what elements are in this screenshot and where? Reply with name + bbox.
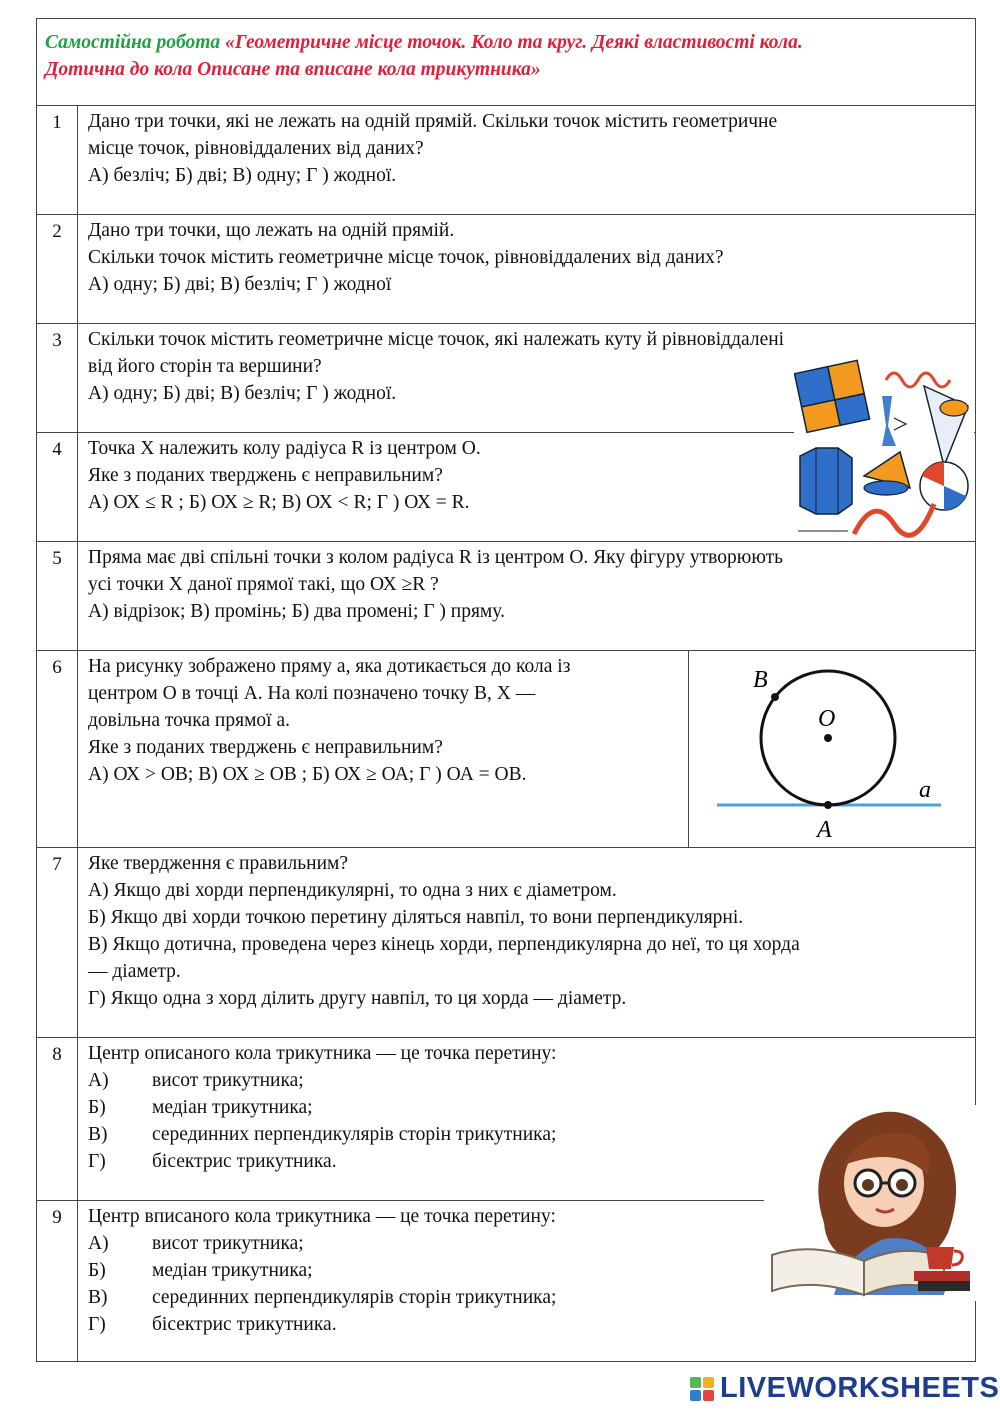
answer-options: А) ОХ ≤ R ; Б) ОХ ≥ R; В) ОХ < R; Г ) ОХ = R.	[88, 492, 470, 513]
liveworksheets-logo-icon	[690, 1377, 714, 1401]
geometry-clipart	[794, 356, 974, 539]
option-row	[88, 1067, 965, 1094]
option-text: висот трикутника;	[152, 1070, 304, 1091]
worksheet-title	[37, 19, 975, 106]
point-b	[771, 693, 779, 701]
answer-options: А) безліч; Б) дві; В) одну; Г ) жодної.	[88, 165, 397, 186]
question-line: центром О в точці А. На колі позначено точку В, Х —	[88, 683, 536, 704]
question-row-6	[37, 651, 975, 848]
question-number: 1	[37, 106, 78, 214]
question-line: Яке з поданих тверджень є неправильним?	[88, 465, 443, 486]
brand-name: LIVEWORKSHEETS	[720, 1372, 1000, 1404]
answer-options: А) одну; Б) дві; В) безліч; Г ) жодної.	[88, 383, 397, 404]
statement-v: В) Якщо дотична, проведена через кінець хорди, перпендикулярна до неї, то ця хорда	[88, 934, 800, 955]
question-number: 3	[37, 324, 78, 432]
question-number: 6	[37, 651, 78, 847]
question-number: 9	[37, 1201, 78, 1361]
option-letter: Б)	[88, 1097, 106, 1118]
question-text	[88, 217, 965, 298]
option-text: бісектрис трикутника.	[152, 1314, 337, 1335]
option-letter: В)	[88, 1287, 108, 1308]
question-number: 2	[37, 215, 78, 323]
label-o: O	[818, 706, 836, 732]
question-line: довільна точка прямої а.	[88, 710, 290, 731]
option-letter: Г)	[88, 1314, 106, 1335]
question-line: Яке з поданих тверджень є неправильним?	[88, 737, 443, 758]
title-label: Самостійна робота	[45, 32, 221, 53]
label-line-a: a	[919, 777, 931, 803]
option-text: медіан трикутника;	[152, 1097, 313, 1118]
option-letter: А)	[88, 1233, 109, 1254]
option-text: серединних перпендикулярів сторін трикутника;	[152, 1124, 557, 1145]
question-row-7	[37, 848, 975, 1038]
question-line: Скільки точок містить геометричне місце точок, рівновіддалених від даних?	[88, 247, 724, 268]
option-letter: Г)	[88, 1151, 106, 1172]
liveworksheets-brand	[690, 1372, 999, 1405]
answer-options: А) відрізок; В) промінь; Б) два промені; Г ) пряму.	[88, 601, 505, 622]
label-b: B	[753, 667, 768, 693]
answer-options: А) одну; Б) дві; В) безліч; Г ) жодної	[88, 274, 392, 295]
tangent-figure-cell	[688, 651, 975, 847]
question-line: Скільки точок містить геометричне місце точок, які належать куту й рівновіддалені	[88, 329, 785, 350]
question-row-1	[37, 106, 975, 215]
question-row-5	[37, 542, 975, 651]
center-point-o	[824, 734, 832, 742]
question-stem: Центр вписаного кола трикутника — це точка перетину:	[88, 1206, 556, 1227]
girl-reading-icon	[764, 1105, 978, 1301]
question-number: 5	[37, 542, 78, 650]
option-text: медіан трикутника;	[152, 1260, 313, 1281]
title-topic-line2: Дотична до кола Описане та вписане кола трикутника»	[45, 59, 541, 80]
question-line: Пряма має дві спільні точки з колом радіуса R із центром О. Яку фігуру утворюють	[88, 547, 784, 568]
statement-b: Б) Якщо дві хорди точкою перетину діляться навпіл, то вони перпендикулярні.	[88, 907, 744, 928]
question-text	[88, 653, 679, 788]
question-number: 7	[37, 848, 78, 1037]
question-line: Дано три точки, які не лежать на одній прямій. Скільки точок містить геометричне	[88, 111, 778, 132]
geometry-clipart-icon	[794, 356, 974, 539]
option-text: висот трикутника;	[152, 1233, 304, 1254]
question-line: усі точки Х даної прямої такі, що ОХ ≥R ?	[88, 574, 439, 595]
statement-g: Г) Якщо одна з хорд ділить другу навпіл, то ця хорда — діаметр.	[88, 988, 627, 1009]
title-topic-line1: «Геометричне місце точок. Коло та круг. Деякі властивості кола.	[225, 32, 803, 53]
question-line: Яке твердження є правильним?	[88, 853, 349, 874]
question-line: місце точок, рівновіддалених від даних?	[88, 138, 424, 159]
question-line: від його сторін та вершини?	[88, 356, 322, 377]
point-a	[824, 801, 832, 809]
option-text: серединних перпендикулярів сторін трикутника;	[152, 1287, 557, 1308]
question-text	[88, 108, 965, 189]
option-letter: В)	[88, 1124, 108, 1145]
label-a: A	[817, 817, 832, 843]
question-number: 8	[37, 1038, 78, 1200]
statement-a: А) Якщо дві хорди перпендикулярні, то одна з них є діаметром.	[88, 880, 617, 901]
statement-v-cont: — діаметр.	[88, 961, 181, 982]
student-clipart	[764, 1105, 978, 1301]
question-line: Точка Х належить колу радіуса R із центром О.	[88, 438, 481, 459]
option-text: бісектрис трикутника.	[152, 1151, 337, 1172]
tangent-circle-figure	[689, 651, 975, 847]
option-letter: А)	[88, 1070, 109, 1091]
question-number: 4	[37, 433, 78, 541]
question-line: Дано три точки, що лежать на одній прямій.	[88, 220, 455, 241]
question-text	[88, 544, 965, 625]
question-line: На рисунку зображено пряму а, яка дотикається до кола із	[88, 656, 571, 677]
question-row-2	[37, 215, 975, 324]
option-row	[88, 1311, 965, 1338]
question-text	[88, 850, 965, 1012]
option-letter: Б)	[88, 1260, 106, 1281]
question-stem: Центр описаного кола трикутника — це точка перетину:	[88, 1043, 557, 1064]
answer-options: А) ОХ > ОВ; В) ОХ ≥ ОВ ; Б) ОХ ≥ ОА; Г ) ОА = ОВ.	[88, 764, 527, 785]
